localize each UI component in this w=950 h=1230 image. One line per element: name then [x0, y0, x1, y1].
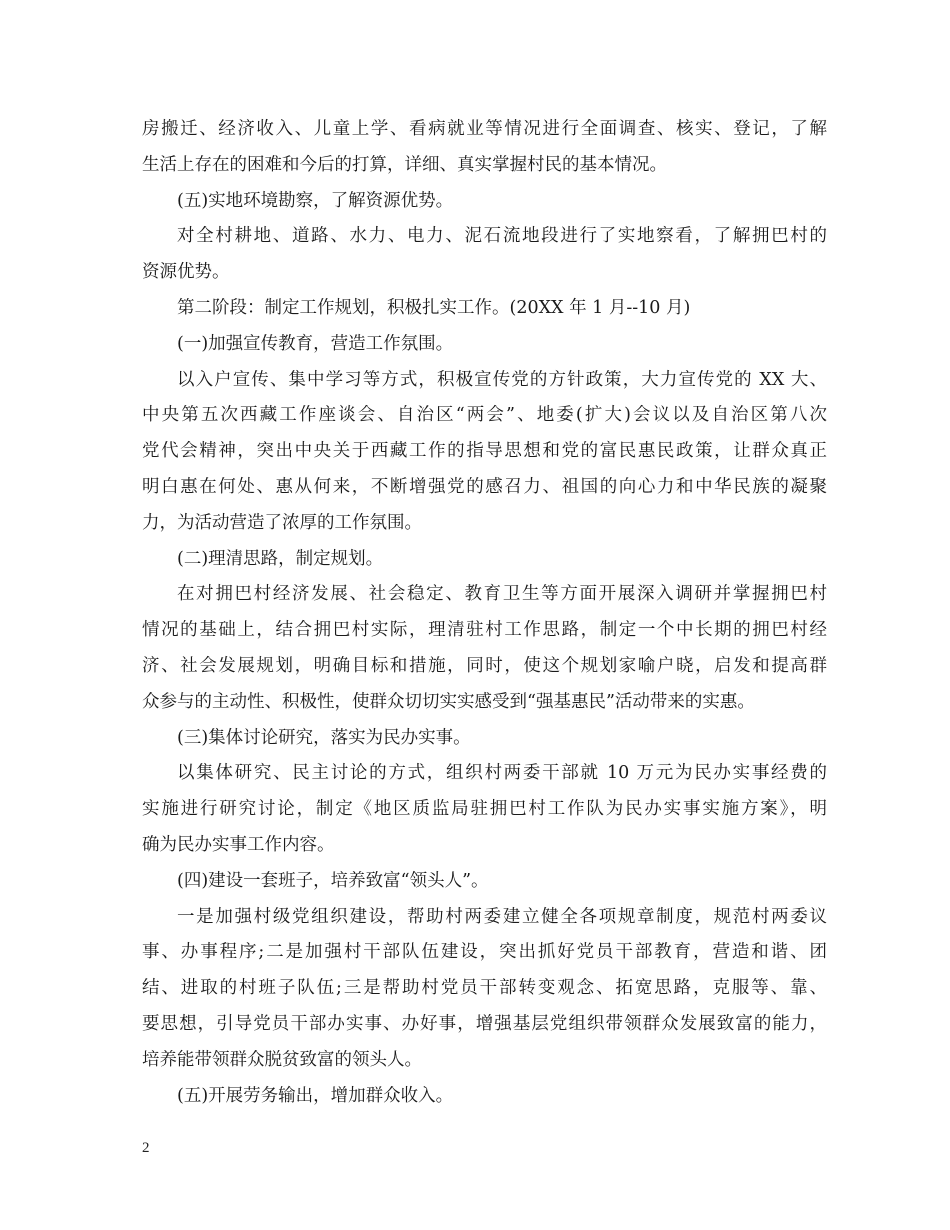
paragraph-line: 培养能带领群众脱贫致富的领头人。	[142, 1049, 422, 1070]
paragraph-line: 结、进取的村班子队伍;三是帮助村党员干部转变观念、拓宽思路，克服等、靠、	[142, 978, 827, 999]
section-heading: (四)建设一套班子，培养致富“领头人”。	[177, 870, 489, 891]
stage-heading: 第二阶段：制定工作规划，积极扎实工作。(20XX 年 1 月--10 月)	[177, 297, 691, 318]
paragraph-line: 济、社会发展规划，明确目标和措施，同时，使这个规划家喻户晓，启发和提高群	[142, 655, 827, 676]
paragraph-line: 力，为活动营造了浓厚的工作氛围。	[142, 512, 422, 533]
section-heading: (二)理清思路，制定规划。	[177, 548, 384, 569]
paragraph-line: 明白惠在何处、惠从何来，不断增强党的感召力、祖国的向心力和中华民族的凝聚	[142, 476, 827, 497]
paragraph-line: 事、办事程序;二是加强村干部队伍建设，突出抓好党员干部教育，营造和谐、团	[142, 942, 827, 963]
paragraph-line: 资源优势。	[142, 262, 230, 283]
paragraph-line: 生活上存在的困难和今后的打算，详细、真实掌握村民的基本情况。	[142, 154, 667, 175]
section-heading: (五)开展劳务输出，增加群众收入。	[177, 1085, 454, 1106]
document-body	[142, 112, 827, 1114]
section-heading: (五)实地环境勘察，了解资源优势。	[177, 190, 454, 211]
paragraph-line: 实施进行研究讨论，制定《地区质监局驻拥巴村工作队为民办实事实施方案》，明	[142, 799, 827, 820]
paragraph-line: 党代会精神，突出中央关于西藏工作的指导思想和党的富民惠民政策，让群众真正	[142, 441, 827, 462]
paragraph-line: 一是加强村级党组织建设，帮助村两委建立健全各项规章制度，规范村两委议	[177, 906, 827, 927]
paragraph-line: 中央第五次西藏工作座谈会、自治区“两会”、地委(扩大)会议以及自治区第八次	[142, 405, 827, 426]
paragraph-line: 在对拥巴村经济发展、社会稳定、教育卫生等方面开展深入调研并掌握拥巴村	[177, 584, 827, 605]
paragraph-line: 众参与的主动性、积极性，使群众切切实实感受到“强基惠民”活动带来的实惠。	[142, 691, 755, 712]
paragraph-line: 房搬迁、经济收入、儿童上学、看病就业等情况进行全面调查、核实、登记，了解	[142, 119, 827, 139]
paragraph-line: 情况的基础上，结合拥巴村实际，理清驻村工作思路，制定一个中长期的拥巴村经	[142, 620, 827, 641]
paragraph-line: 确为民办实事工作内容。	[142, 834, 335, 855]
section-heading: (三)集体讨论研究，落实为民办实事。	[177, 727, 471, 748]
page-number: 2	[142, 1140, 150, 1156]
section-heading: (一)加强宣传教育，营造工作氛围。	[177, 333, 454, 354]
paragraph-line: 要思想，引导党员干部办实事、办好事，增强基层党组织带领群众发展致富的能力，	[142, 1013, 827, 1034]
paragraph-line: 对全村耕地、道路、水力、电力、泥石流地段进行了实地察看，了解拥巴村的	[177, 226, 827, 247]
paragraph-line: 以入户宣传、集中学习等方式，积极宣传党的方针政策，大力宣传党的 XX 大、	[177, 369, 827, 390]
paragraph-line: 以集体研究、民主讨论的方式，组织村两委干部就 10 万元为民办实事经费的	[177, 763, 827, 784]
